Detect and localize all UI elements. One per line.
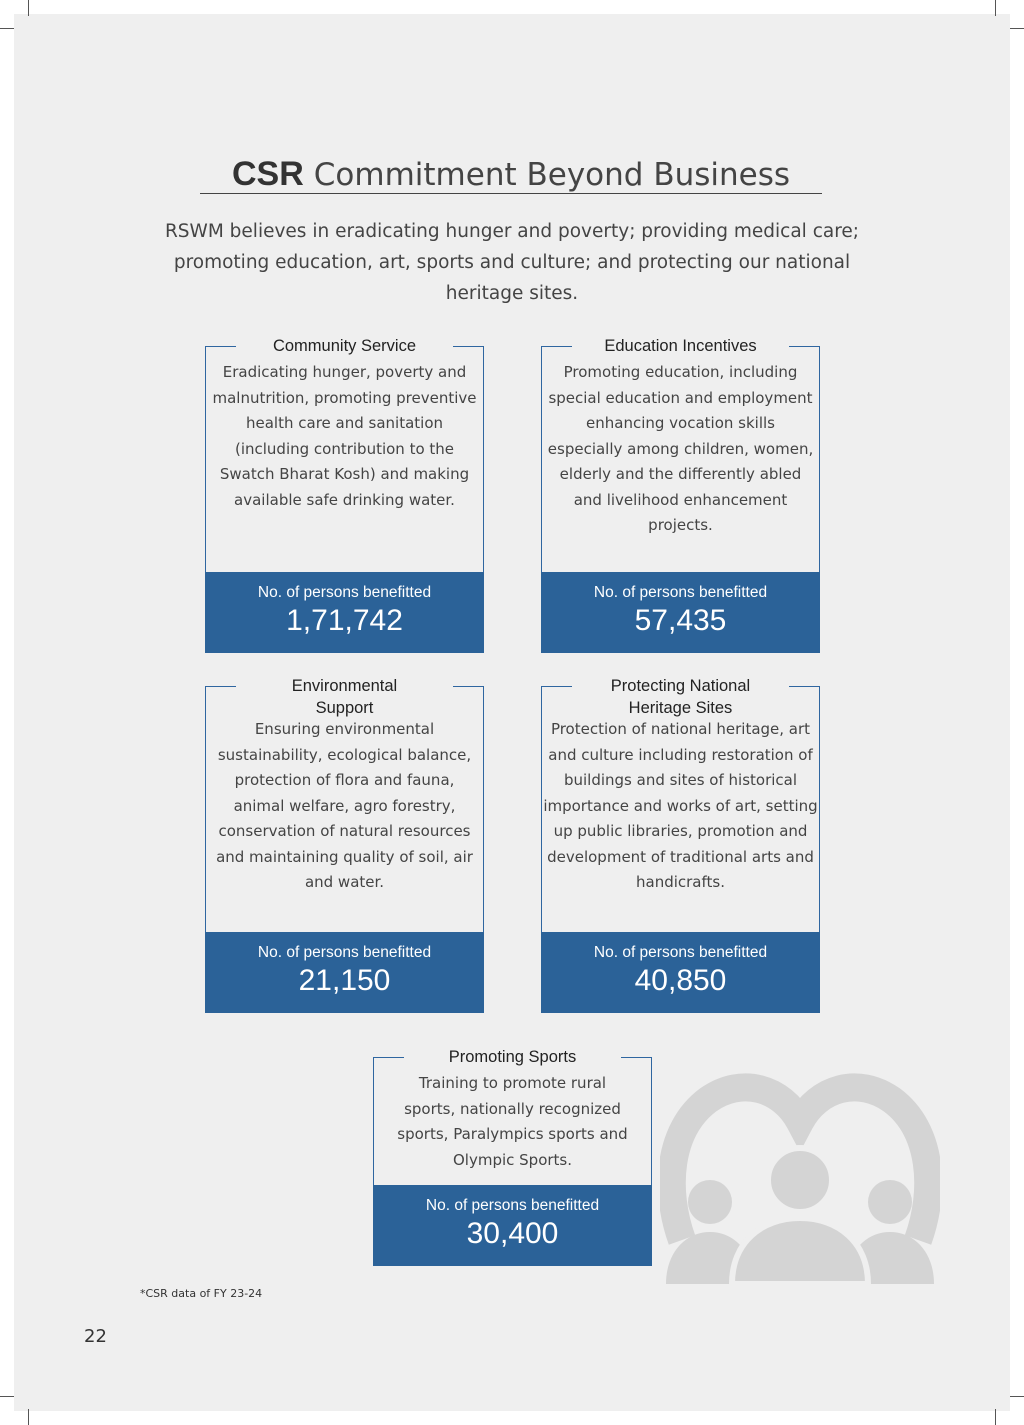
stat-panel bbox=[541, 932, 820, 1013]
card-title: Education Incentives bbox=[604, 337, 757, 355]
card-description: Protection of national heritage, art and culture including restoration of buildings and sites of historical importance and works of art, setting up public libraries, promotion and development of traditional arts and handicrafts. bbox=[543, 720, 818, 891]
page-number: 22 bbox=[84, 1326, 107, 1347]
stat-panel bbox=[205, 932, 484, 1013]
stat-value: 30,400 bbox=[466, 1217, 559, 1250]
crop-mark bbox=[995, 0, 996, 16]
stat-label: No. of persons benefitted bbox=[257, 584, 432, 601]
intro-paragraph: RSWM believes in eradicating hunger and poverty; providing medical care; promoting education, art, sports and culture; and protecting our national heritage sites. bbox=[164, 221, 860, 304]
stat-value: 21,150 bbox=[298, 964, 391, 997]
crop-mark bbox=[0, 28, 14, 29]
card-description: Eradicating hunger, poverty and malnutrition, promoting preventive health care and sanitation (including contribution to the Swatch Bharat Kosh) and making available safe drinking water. bbox=[212, 363, 477, 509]
card-description: Ensuring environmental sustainability, ecological balance, protection of flora and fauna, animal welfare, agro forestry, conservation of natural resources and maintaining quality of soil, air and water. bbox=[216, 720, 473, 891]
crop-mark bbox=[1010, 28, 1024, 29]
card-title: Protecting National Heritage Sites bbox=[610, 677, 751, 717]
crop-mark bbox=[0, 1396, 14, 1397]
community-heart-icon bbox=[660, 1070, 940, 1290]
footnote: *CSR data of FY 23-24 bbox=[140, 1287, 263, 1300]
crop-mark bbox=[28, 1409, 29, 1425]
stat-panel bbox=[541, 572, 820, 653]
title-rest: Commitment Beyond Business bbox=[313, 157, 791, 193]
stat-value: 1,71,742 bbox=[286, 604, 403, 637]
crop-mark bbox=[28, 0, 29, 16]
title-bold: CSR bbox=[231, 155, 304, 193]
card-title: Community Service bbox=[272, 337, 417, 355]
card-title: Environmental Support bbox=[291, 677, 398, 717]
crop-mark bbox=[995, 1409, 996, 1425]
card-description: Training to promote rural sports, nationally recognized sports, Paralympics sports and Olympic Sports. bbox=[397, 1074, 628, 1169]
stat-label: No. of persons benefitted bbox=[257, 944, 432, 961]
stat-panel bbox=[205, 572, 484, 653]
stat-label: No. of persons benefitted bbox=[593, 584, 768, 601]
stat-label: No. of persons benefitted bbox=[425, 1197, 600, 1214]
crop-mark bbox=[1010, 1396, 1024, 1397]
card-description: Promoting education, including special education and employment enhancing vocation skills especially among children, women, elderly and the differently abled and livelihood enhancement projects. bbox=[547, 363, 814, 534]
stat-panel bbox=[373, 1185, 652, 1266]
page-title bbox=[200, 150, 822, 194]
stat-value: 57,435 bbox=[634, 604, 727, 637]
stat-value: 40,850 bbox=[634, 964, 727, 997]
card-title: Promoting Sports bbox=[448, 1048, 577, 1066]
stat-label: No. of persons benefitted bbox=[593, 944, 768, 961]
